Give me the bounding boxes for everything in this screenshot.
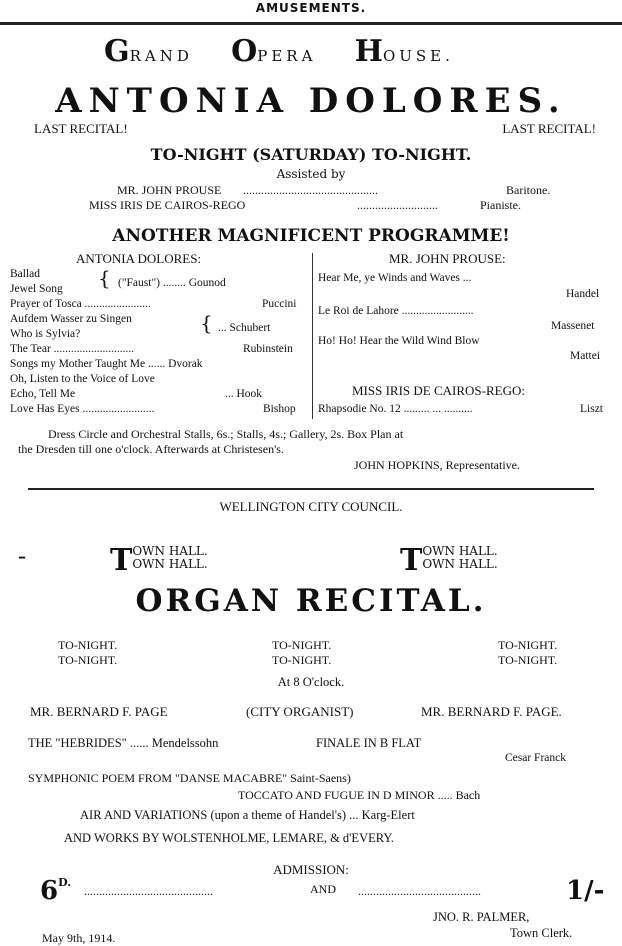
price-and: AND [310,882,336,896]
price-dots: ........................................... [84,884,213,898]
price-dots: ......................................... [358,884,481,898]
brace: { [200,311,213,335]
piece-toccata: TOCCATO AND FUGUE IN D MINOR ..... Bach [238,788,481,802]
admission-heading: ADMISSION: [273,862,349,877]
program-item: ("Faust") ........ Gounod [118,277,226,289]
tonight-right: TO-NIGHT. TO-NIGHT. [498,638,558,667]
organist-name-left: MR. BERNARD F. PAGE [30,704,168,719]
tonight-center: TO-NIGHT. TO-NIGHT. [272,638,332,667]
piece-air: AIR AND VARIATIONS (upon a theme of Handel's) ... Karg-Elert [80,808,415,822]
prices-line-1: Dress Circle and Orchestral Stalls, 6s.; Stalls, 4s.; Gallery, 2s. Box Plan at [48,427,404,441]
program-item: Echo, Tell Me [10,388,76,400]
assistant-2-name: MISS IRIS DE CAIROS-REGO [89,198,246,212]
assistant-1-dots: ............................................. [243,183,378,197]
town-hall-left: TOWN HALL. OWN HALL. [110,543,208,578]
assistant-2-role: Pianiste. [480,198,521,212]
left-column-heading: ANTONIA DOLORES: [76,251,202,266]
pianiste-heading: MISS IRIS DE CAIROS-REGO: [352,383,525,398]
last-recital-left: LAST RECITAL! [34,121,128,136]
program-item: The Tear ............................ [10,343,135,355]
notice-date: May 9th, 1914. [42,931,116,945]
composer: Mattei [570,350,601,362]
composer: Rubinstein [243,343,293,355]
council-title: WELLINGTON CITY COUNCIL. [219,499,403,514]
composer: Bishop [263,403,296,415]
clerk-title: Town Clerk. [510,926,573,940]
program-item: Love Has Eyes ......................... [10,403,155,415]
piece-finale: FINALE IN B FLAT [316,736,422,750]
dash-mark: – [18,547,26,566]
program-item: Rhapsodie No. 12 ......... ... .......... [318,403,473,415]
piece-hebrides: THE "HEBRIDES" ...... Mendelssohn [28,736,219,750]
composer: ... Schubert [218,322,271,334]
tonight-line: TO-NIGHT (SATURDAY) TO-NIGHT. [150,145,472,164]
header-rule [0,22,622,25]
program-item: Ho! Ho! Hear the Wild Wind Blow [318,335,480,347]
composer: Puccini [262,298,297,310]
performer-headline: ANTONIA DOLORES. [55,81,567,121]
composer-franck: Cesar Franck [505,752,566,764]
composer: Liszt [580,403,603,415]
composer: Handel [566,288,600,300]
price-shilling: 1/- [566,876,605,906]
last-recital-right: LAST RECITAL! [502,121,596,136]
section-rule [28,488,594,490]
programme-banner: ANOTHER MAGNIFICENT PROGRAMME! [112,226,510,246]
organist-name-right: MR. BERNARD F. PAGE. [421,704,562,719]
program-item: Ballad [10,268,41,280]
program-item: Prayer of Tosca ....................... [10,298,151,310]
representative: JOHN HOPKINS, Representative. [354,458,520,472]
program-item: Jewel Song [10,283,63,295]
piece-symphonic: SYMPHONIC POEM FROM "DANSE MACABRE" Saint-Saens) [28,771,351,785]
prices-line-2: the Dresden till one o'clock. Afterwards at Christesen's. [18,442,284,456]
recital-time: At 8 O'clock. [277,675,345,689]
composer: Massenet [551,320,595,332]
venue-title: GRAND OPERA HOUSE. [104,34,454,69]
program-item: Le Roi de Lahore ......................... [318,305,474,317]
program-item: Hear Me, ye Winds and Waves ... [318,272,472,284]
program-item: Aufdem Wasser zu Singen [10,313,132,325]
assistant-1-name: MR. JOHN PROUSE [117,183,222,197]
assisted-by: Assisted by [276,167,346,181]
column-divider [312,253,313,419]
town-hall-right: TOWN HALL. OWN HALL. [400,543,498,578]
clerk-name: JNO. R. PALMER, [433,910,530,924]
price-sixpence: $6^{D.}$ [40,876,72,906]
program-item: Oh, Listen to the Voice of Love [10,373,155,385]
program-item: Songs my Mother Taught Me ...... Dvorak [10,358,203,370]
right-column-heading: MR. JOHN PROUSE: [389,251,506,266]
assistant-2-dots: ........................... [357,198,438,212]
tonight-left: TO-NIGHT. TO-NIGHT. [58,638,118,667]
piece-works: AND WORKS BY WOLSTENHOLME, LEMARE, & d'EVERY. [64,831,394,845]
section-header: AMUSEMENTS. [255,1,367,15]
program-item: Who is Sylvia? [10,328,81,340]
assistant-1-role: Baritone. [506,183,551,197]
brace: { [98,266,111,290]
organist-role: (CITY ORGANIST) [246,704,354,719]
organ-recital-headline: ORGAN RECITAL. [135,583,487,619]
composer: ... Hook [225,388,263,400]
